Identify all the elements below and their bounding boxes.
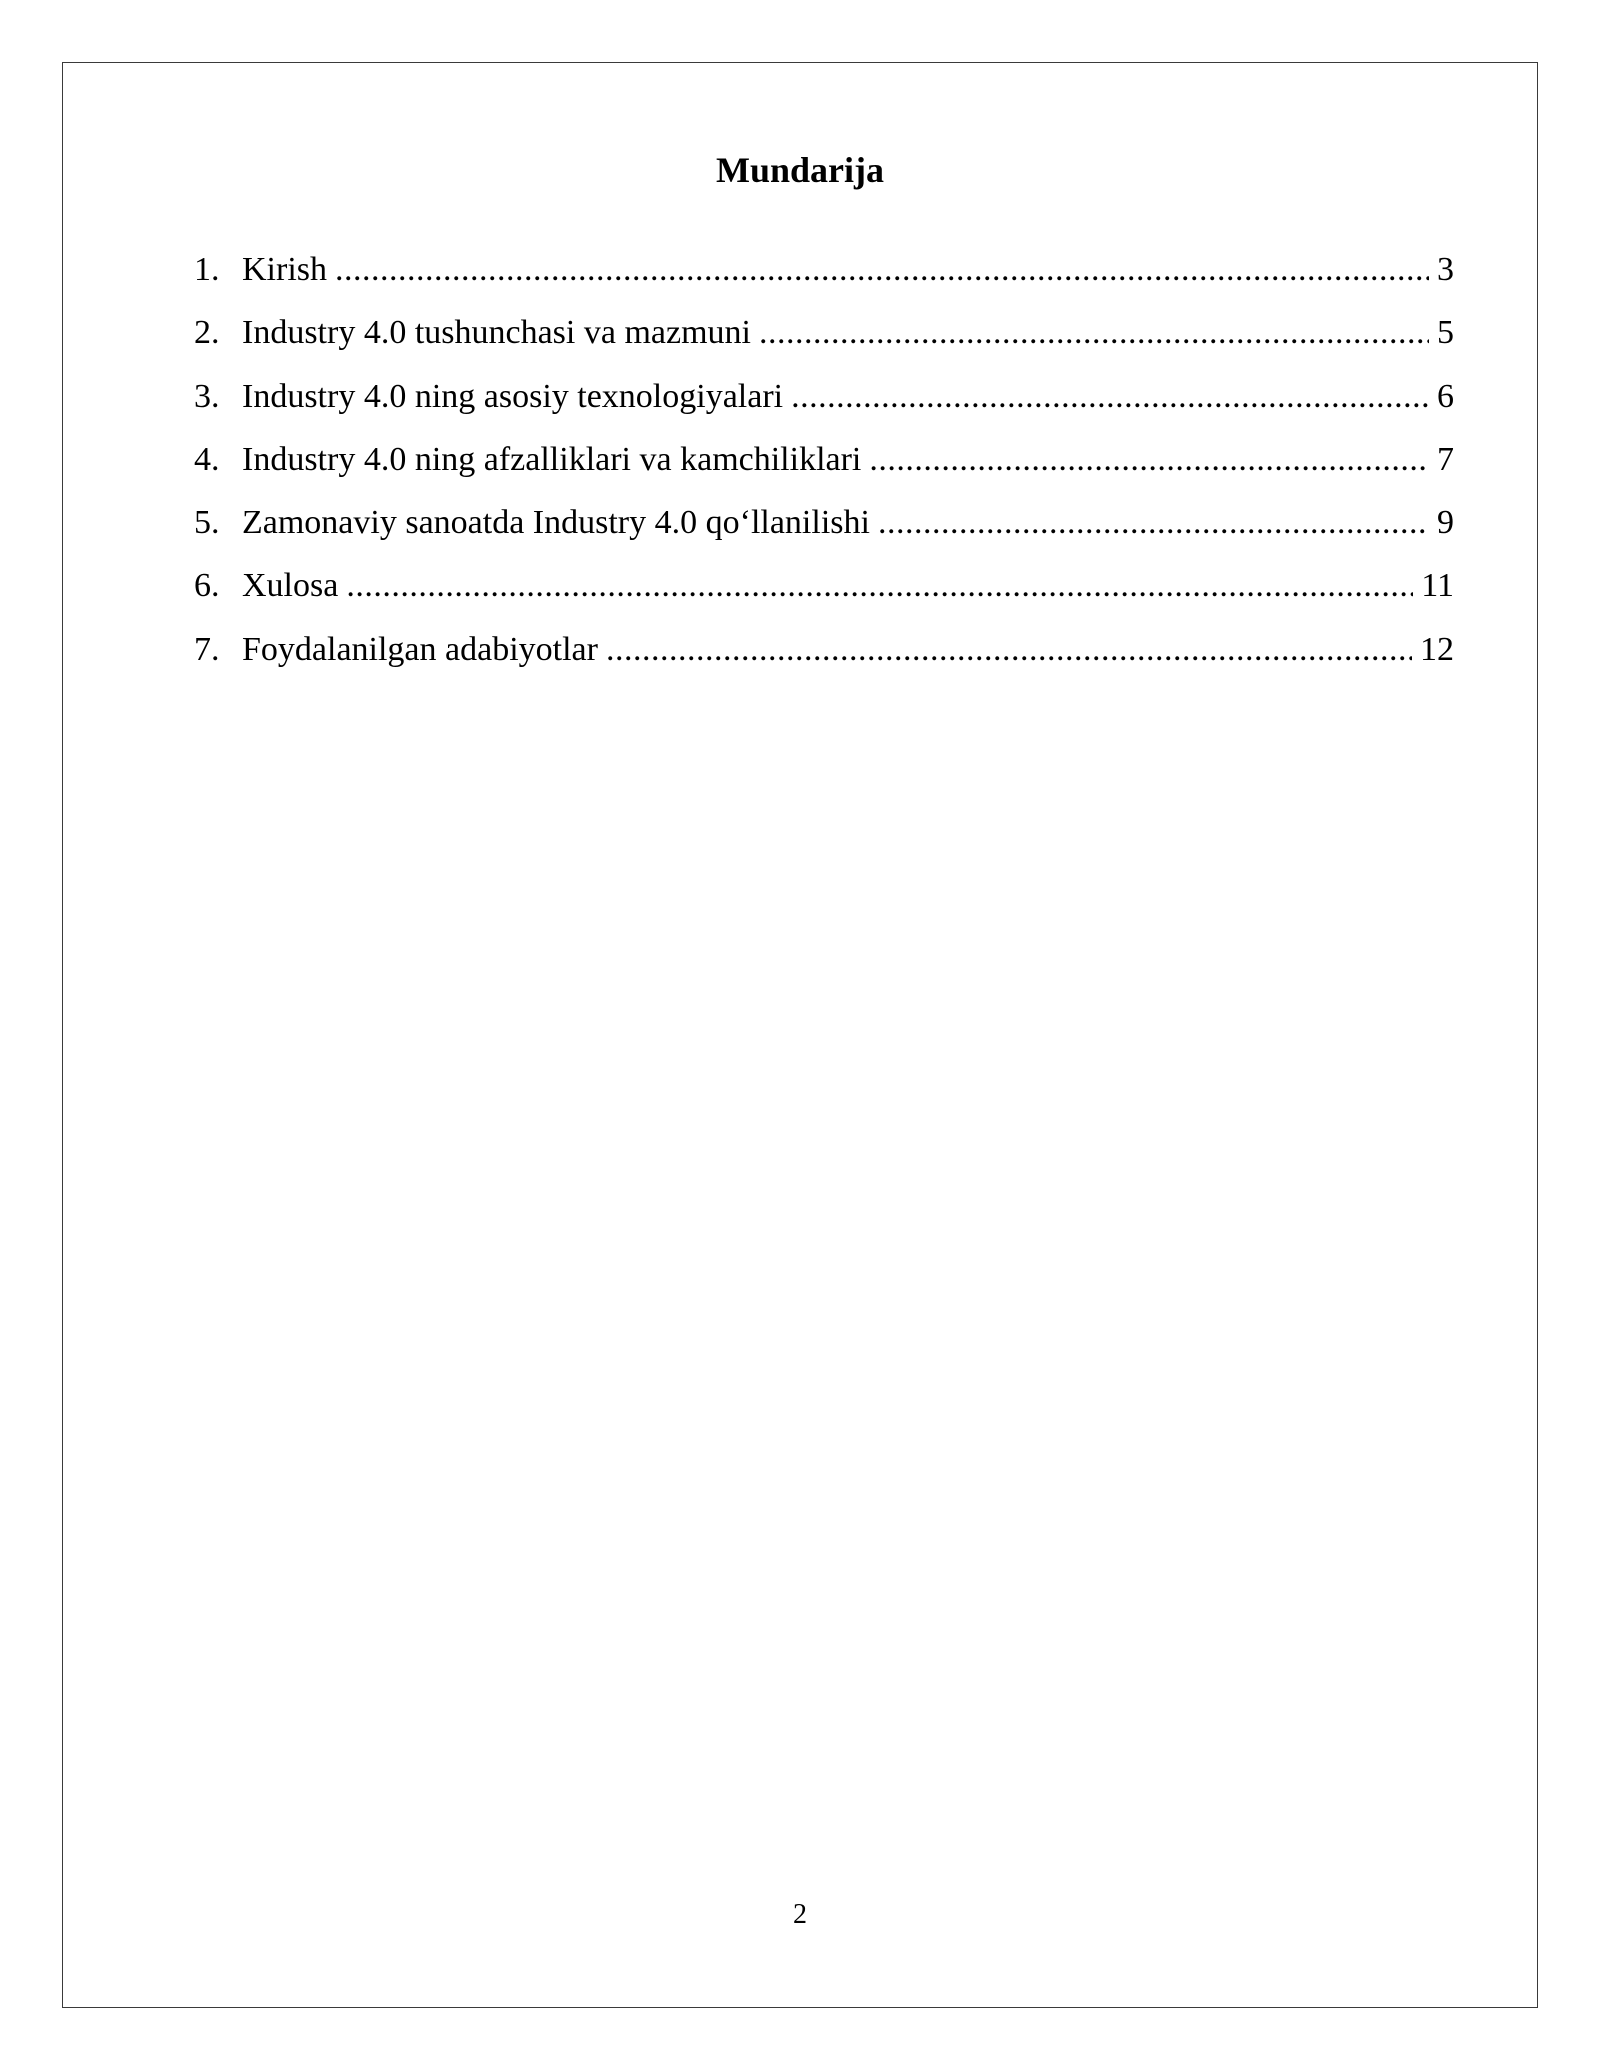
toc-entry-number: 2. xyxy=(194,314,220,352)
toc-entry-title: Xulosa xyxy=(242,567,339,605)
toc-entry-title: Industry 4.0 ning asosiy texnologiyalari xyxy=(242,377,784,415)
toc-entry-page: 5 xyxy=(1437,314,1454,352)
toc-dot-leader xyxy=(759,309,1429,357)
toc-entry-title: Kirish xyxy=(242,251,327,288)
toc-dot-leader xyxy=(335,246,1429,294)
toc-entry-page: 3 xyxy=(1437,251,1454,288)
toc-entry xyxy=(194,373,1454,436)
toc-entry-page: 6 xyxy=(1437,377,1454,415)
page-number: 2 xyxy=(793,1899,807,1930)
toc-entry-page: 9 xyxy=(1437,504,1454,542)
toc-entry-page: 11 xyxy=(1421,567,1454,605)
toc-entry xyxy=(194,309,1454,372)
table-of-contents xyxy=(194,246,1454,689)
toc-dot-leader xyxy=(346,562,1413,610)
toc-dot-leader xyxy=(791,373,1429,421)
toc-entry-title: Zamonaviy sanoatda Industry 4.0 qo‘llanilishi xyxy=(242,504,870,542)
toc-entry-number: 4. xyxy=(194,440,220,478)
toc-entry-number: 3. xyxy=(194,377,220,415)
toc-title: Mundarija xyxy=(715,150,884,190)
toc-dot-leader xyxy=(606,626,1412,674)
toc-entry-number: 1. xyxy=(194,251,220,288)
toc-entry xyxy=(194,562,1454,625)
toc-entry xyxy=(194,246,1454,309)
toc-entry-number: 6. xyxy=(194,567,220,605)
toc-entry xyxy=(194,436,1454,499)
toc-dot-leader xyxy=(878,499,1429,547)
toc-dot-leader xyxy=(869,436,1429,484)
toc-entry-title: Industry 4.0 tushunchasi va mazmuni xyxy=(242,314,751,352)
toc-entry-number: 5. xyxy=(194,504,220,542)
toc-entry-page: 12 xyxy=(1420,630,1454,668)
toc-entry xyxy=(194,626,1454,689)
toc-entry-title: Industry 4.0 ning afzalliklari va kamchiliklari xyxy=(242,440,862,478)
toc-entry-page: 7 xyxy=(1437,440,1454,478)
toc-entry xyxy=(194,499,1454,562)
toc-entry-number: 7. xyxy=(194,630,220,668)
toc-entry-title: Foydalanilgan adabiyotlar xyxy=(242,630,598,668)
